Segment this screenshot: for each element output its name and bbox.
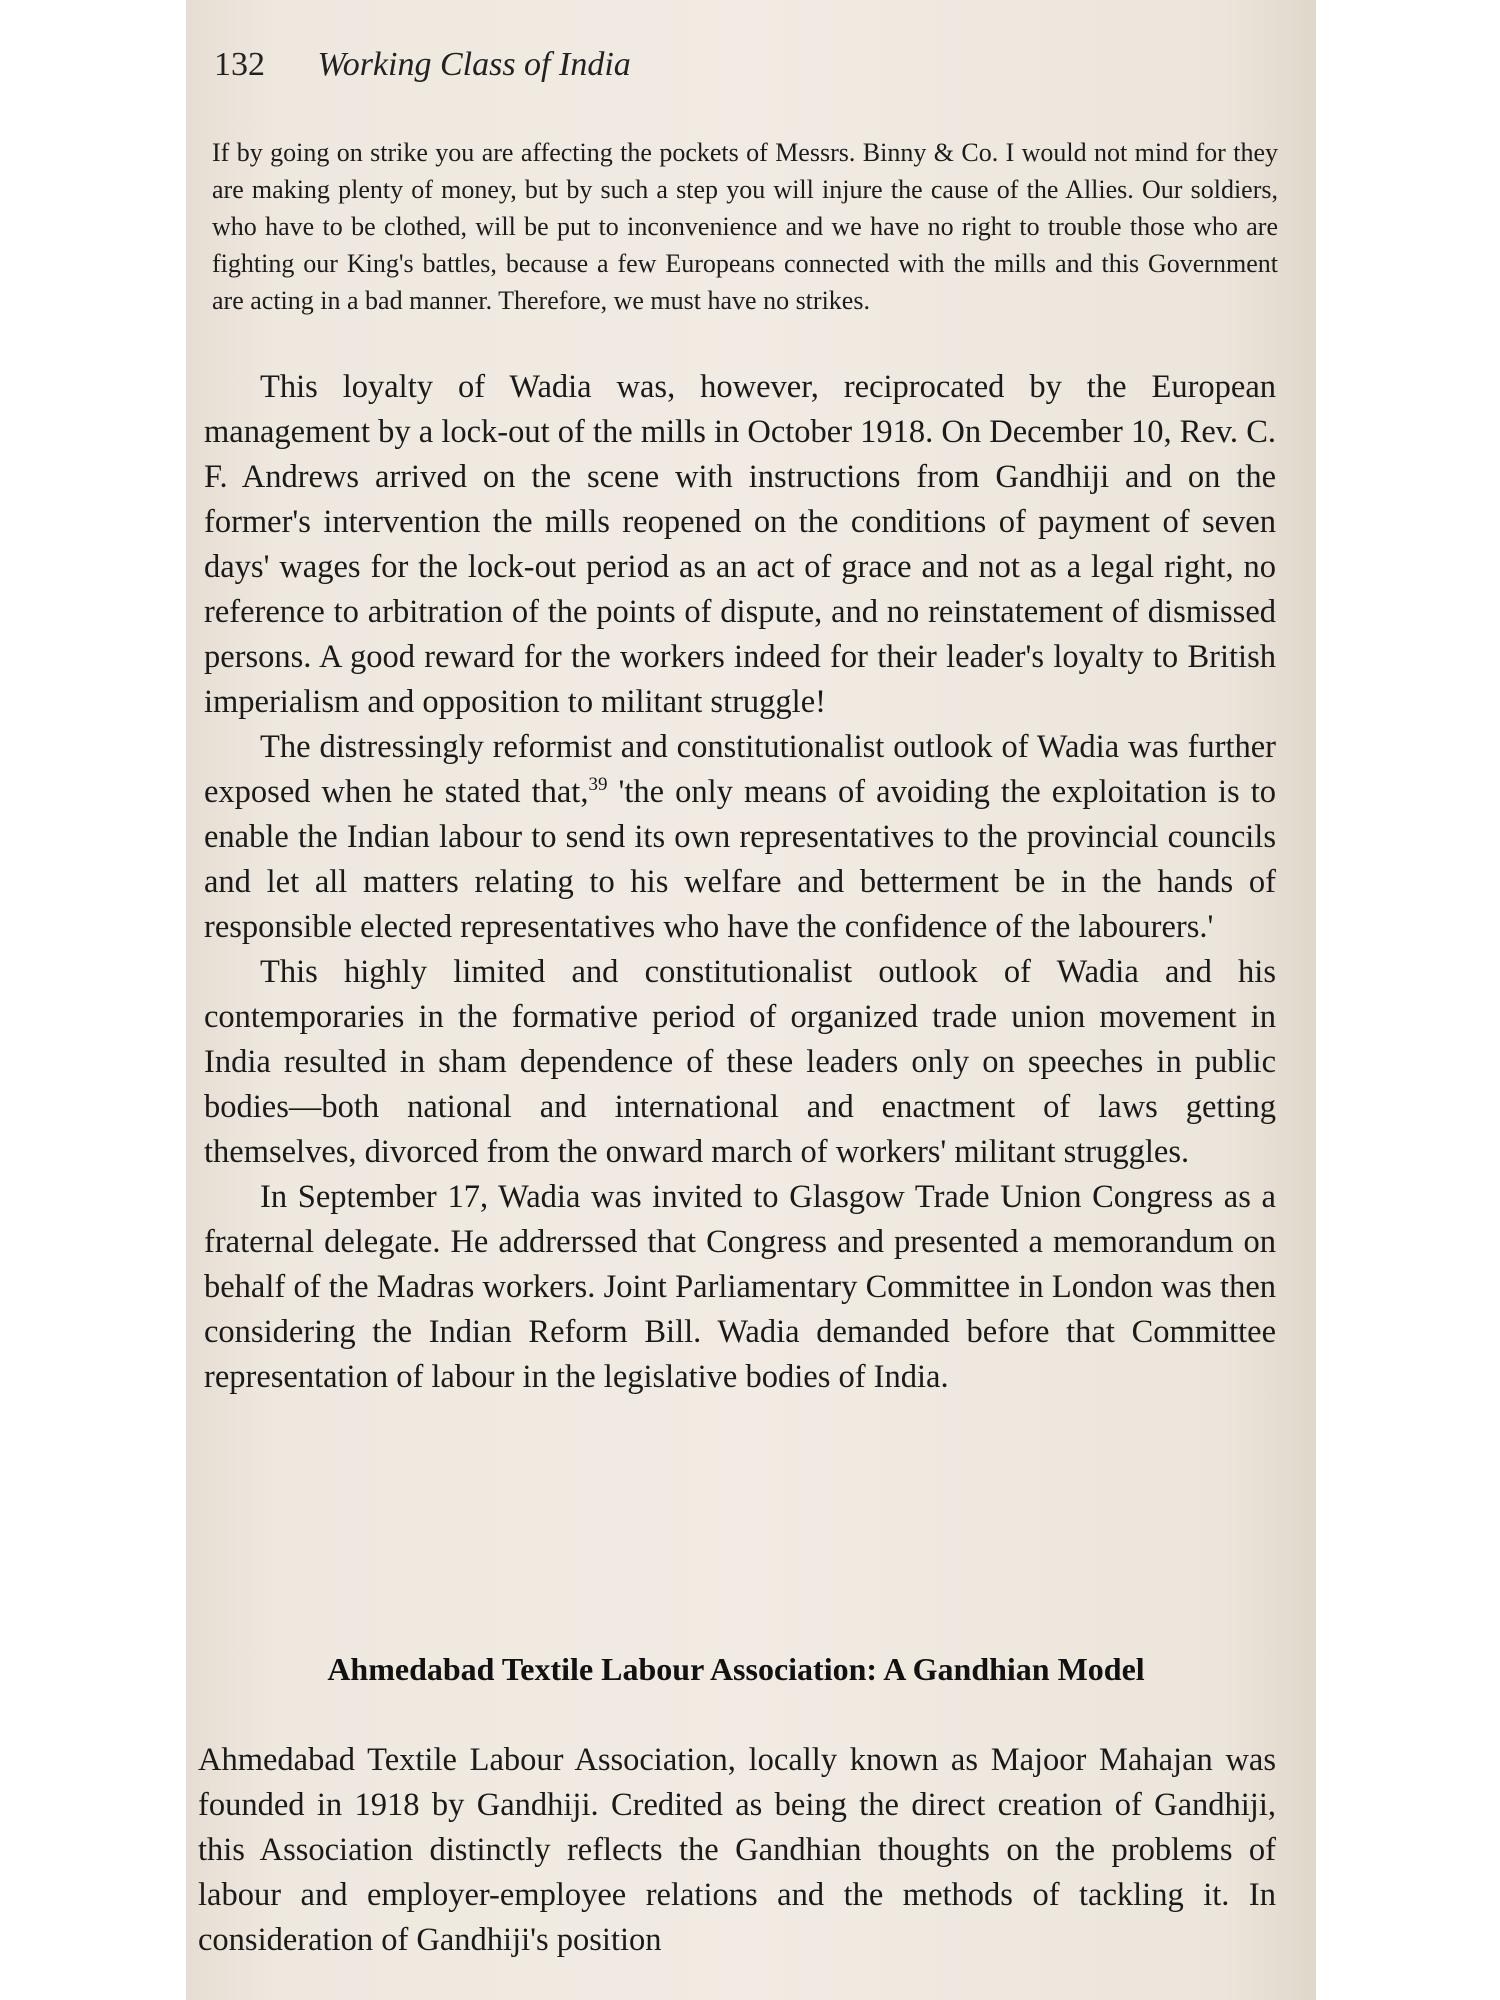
paragraph-1: This loyalty of Wadia was, however, reciprocated by the European management by a lock-out of the mills in October 1918. On December 10, Rev. C. F. Andrews arrived on the scene with instructions from Gandhiji and on the former's intervention the mills reopened on the conditions of payment of seven days' wages for the lock-out period as an act of grace and not as a legal right, no reference to arbitration of the points of dispute, and no reinstatement of dismissed persons. A good reward for the workers indeed for their leader's loyalty to British imperialism and opposition to militant struggle! — [204, 369, 1276, 720]
footnote-marker: 39 — [588, 774, 608, 796]
main-text — [204, 365, 1276, 1400]
paragraph-2: The distressingly reformist and constitutionalist outlook of Wadia was further exposed when he stated that,$^{39}$ 'the only means of avoiding the exploitation is to enable the Indian labour to send its own representatives to the provincial councils and let all matters relating to his welfare and betterment be in the hands of responsible elected representatives who have the confidence of the labourers.' — [204, 729, 1277, 945]
paragraph-5: Ahmedabad Textile Labour Association, locally known as Majoor Mahajan was founded in 1918 by Gandhiji. Credited as being the direct creation of Gandhiji, this Association distinctly reflects the Gandhian thoughts on the problems of labour and employer-employee relations and the methods of tackling it. In consideration of Gandhiji's position — [198, 1742, 1276, 1958]
book-title: Working Class of India — [317, 46, 631, 83]
block-quote: If by going on strike you are affecting the pockets of Messrs. Binny & Co. I would not mind for they are making plenty of money, but by such a step you will injure the cause of the Allies. Our soldiers, who have to be clothed, will be put to inconvenience and we have no right to trouble those who are fighting our King's battles, because a few Europeans connected with the mills and this Government are acting in a bad manner. Therefore, we must have no strikes. — [212, 138, 1278, 315]
section-text — [198, 1738, 1276, 1963]
book-page — [186, 0, 1316, 2000]
paragraph-4: In September 17, Wadia was invited to Glasgow Trade Union Congress as a fraternal delegate. He addrerssed that Congress and presented a memorandum on behalf of the Madras workers. Joint Parliamentary Committee in London was then considering the Indian Reform Bill. Wadia demanded before that Committee representation of labour in the legislative bodies of India. — [204, 1179, 1276, 1395]
running-header — [214, 46, 631, 84]
page-number: 132 — [214, 46, 265, 83]
section-heading: Ahmedabad Textile Labour Association: A Gandhian Model — [327, 1651, 1145, 1687]
show-through-texture — [746, 40, 786, 70]
paragraph-3: This highly limited and constitutionalist outlook of Wadia and his contemporaries in the formative period of organized trade union movement in India resulted in sham dependence of these leaders only on speeches in public bodies—both national and international and enactment of laws getting themselves, divorced from the onward march of workers' militant struggles. — [204, 954, 1276, 1170]
